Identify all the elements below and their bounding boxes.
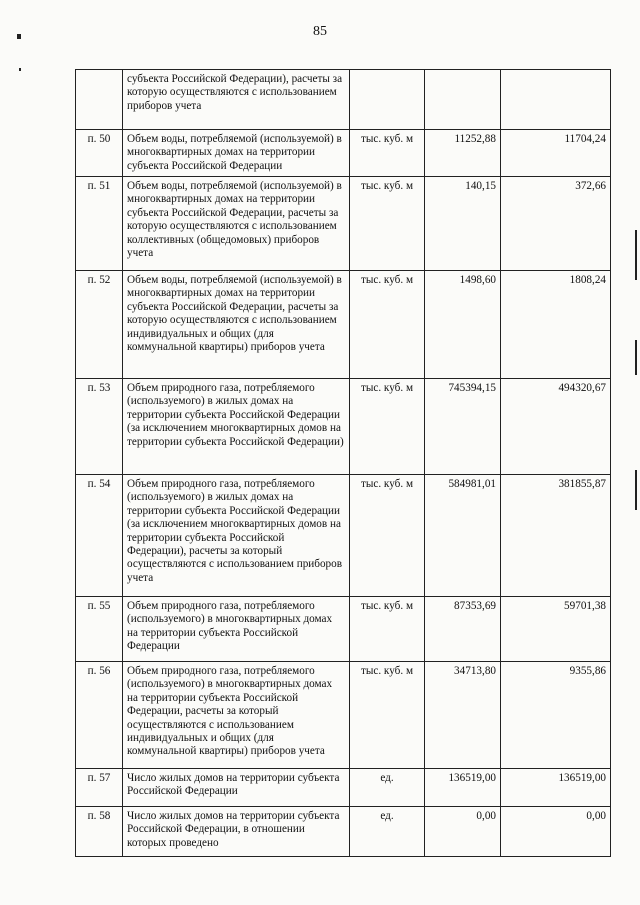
row-unit: тыс. куб. м bbox=[350, 662, 425, 769]
row-value-1: 745394,15 bbox=[425, 379, 501, 475]
row-value-2: 381855,87 bbox=[501, 475, 611, 597]
row-number: п. 53 bbox=[76, 379, 123, 475]
row-unit: тыс. куб. м bbox=[350, 177, 425, 271]
table-row bbox=[76, 597, 611, 662]
row-number: п. 56 bbox=[76, 662, 123, 769]
data-table bbox=[75, 69, 611, 857]
row-description: Объем природного газа, потребляемого (используемого) в жилых домах на территории субъекта Российской Федерации (за исключением многоквартирных домов на территории субъекта Российской Федерации), расчеты за который осуществляются с использованием приборов учета bbox=[123, 475, 350, 597]
row-description: Число жилых домов на территории субъекта Российской Федерации, в отношении которых проведено bbox=[123, 807, 350, 857]
row-value-2: 59701,38 bbox=[501, 597, 611, 662]
row-value-1: 87353,69 bbox=[425, 597, 501, 662]
row-value-1: 34713,80 bbox=[425, 662, 501, 769]
table-row bbox=[76, 379, 611, 475]
row-description: Объем природного газа, потребляемого (используемого) в жилых домах на территории субъекта Российской Федерации (за исключением многоквартирных домов на территории субъекта Российской Федерации) bbox=[123, 379, 350, 475]
scan-edge-line bbox=[635, 340, 637, 375]
row-unit: тыс. куб. м bbox=[350, 475, 425, 597]
row-description: Число жилых домов на территории субъекта Российской Федерации bbox=[123, 769, 350, 807]
row-value-1: 140,15 bbox=[425, 177, 501, 271]
row-value-1: 136519,00 bbox=[425, 769, 501, 807]
table-row bbox=[76, 177, 611, 271]
row-number bbox=[76, 70, 123, 130]
row-description: Объем природного газа, потребляемого (используемого) в многоквартирных домах на территории субъекта Российской Федерации, расчеты за который осуществляются с использованием индивидуальных и общих (для коммунальной квартиры) приборов учета bbox=[123, 662, 350, 769]
row-number: п. 51 bbox=[76, 177, 123, 271]
row-value-2: 372,66 bbox=[501, 177, 611, 271]
row-value-2 bbox=[501, 70, 611, 130]
table-row bbox=[76, 70, 611, 130]
row-value-2: 1808,24 bbox=[501, 271, 611, 379]
row-value-2: 11704,24 bbox=[501, 130, 611, 177]
table-row bbox=[76, 807, 611, 857]
row-description: Объем воды, потребляемой (используемой) в многоквартирных домах на территории субъекта Российской Федерации bbox=[123, 130, 350, 177]
row-number: п. 55 bbox=[76, 597, 123, 662]
row-number: п. 58 bbox=[76, 807, 123, 857]
row-value-2: 494320,67 bbox=[501, 379, 611, 475]
row-number: п. 57 bbox=[76, 769, 123, 807]
scan-edge-line bbox=[635, 470, 637, 510]
row-description: Объем воды, потребляемой (используемой) в многоквартирных домах на территории субъекта Российской Федерации, расчеты за которую осуществляются с использованием коллективных (общедомовых) приборов учета bbox=[123, 177, 350, 271]
row-description: субъекта Российской Федерации), расчеты за которую осуществляются с использованием приборов учета bbox=[123, 70, 350, 130]
table-row bbox=[76, 475, 611, 597]
table-row bbox=[76, 130, 611, 177]
row-number: п. 54 bbox=[76, 475, 123, 597]
row-unit: тыс. куб. м bbox=[350, 379, 425, 475]
row-unit: тыс. куб. м bbox=[350, 130, 425, 177]
scan-mark bbox=[19, 68, 21, 71]
row-unit bbox=[350, 70, 425, 130]
row-unit: тыс. куб. м bbox=[350, 597, 425, 662]
row-description: Объем воды, потребляемой (используемой) в многоквартирных домах на территории субъекта Российской Федерации, расчеты за которую осуществляются с использованием индивидуальных и общих (для коммунальной квартиры) приборов учета bbox=[123, 271, 350, 379]
row-value-1: 11252,88 bbox=[425, 130, 501, 177]
row-value-1 bbox=[425, 70, 501, 130]
scan-mark bbox=[17, 34, 21, 39]
page-number: 85 bbox=[313, 24, 327, 39]
row-value-1: 0,00 bbox=[425, 807, 501, 857]
row-unit: ед. bbox=[350, 807, 425, 857]
row-unit: тыс. куб. м bbox=[350, 271, 425, 379]
row-value-2: 0,00 bbox=[501, 807, 611, 857]
row-value-2: 136519,00 bbox=[501, 769, 611, 807]
row-value-2: 9355,86 bbox=[501, 662, 611, 769]
table-row bbox=[76, 769, 611, 807]
row-value-1: 1498,60 bbox=[425, 271, 501, 379]
scan-edge-line bbox=[635, 230, 637, 280]
table-row bbox=[76, 662, 611, 769]
table-row bbox=[76, 271, 611, 379]
row-description: Объем природного газа, потребляемого (используемого) в многоквартирных домах на территории субъекта Российской Федерации bbox=[123, 597, 350, 662]
row-unit: ед. bbox=[350, 769, 425, 807]
row-number: п. 52 bbox=[76, 271, 123, 379]
row-value-1: 584981,01 bbox=[425, 475, 501, 597]
row-number: п. 50 bbox=[76, 130, 123, 177]
